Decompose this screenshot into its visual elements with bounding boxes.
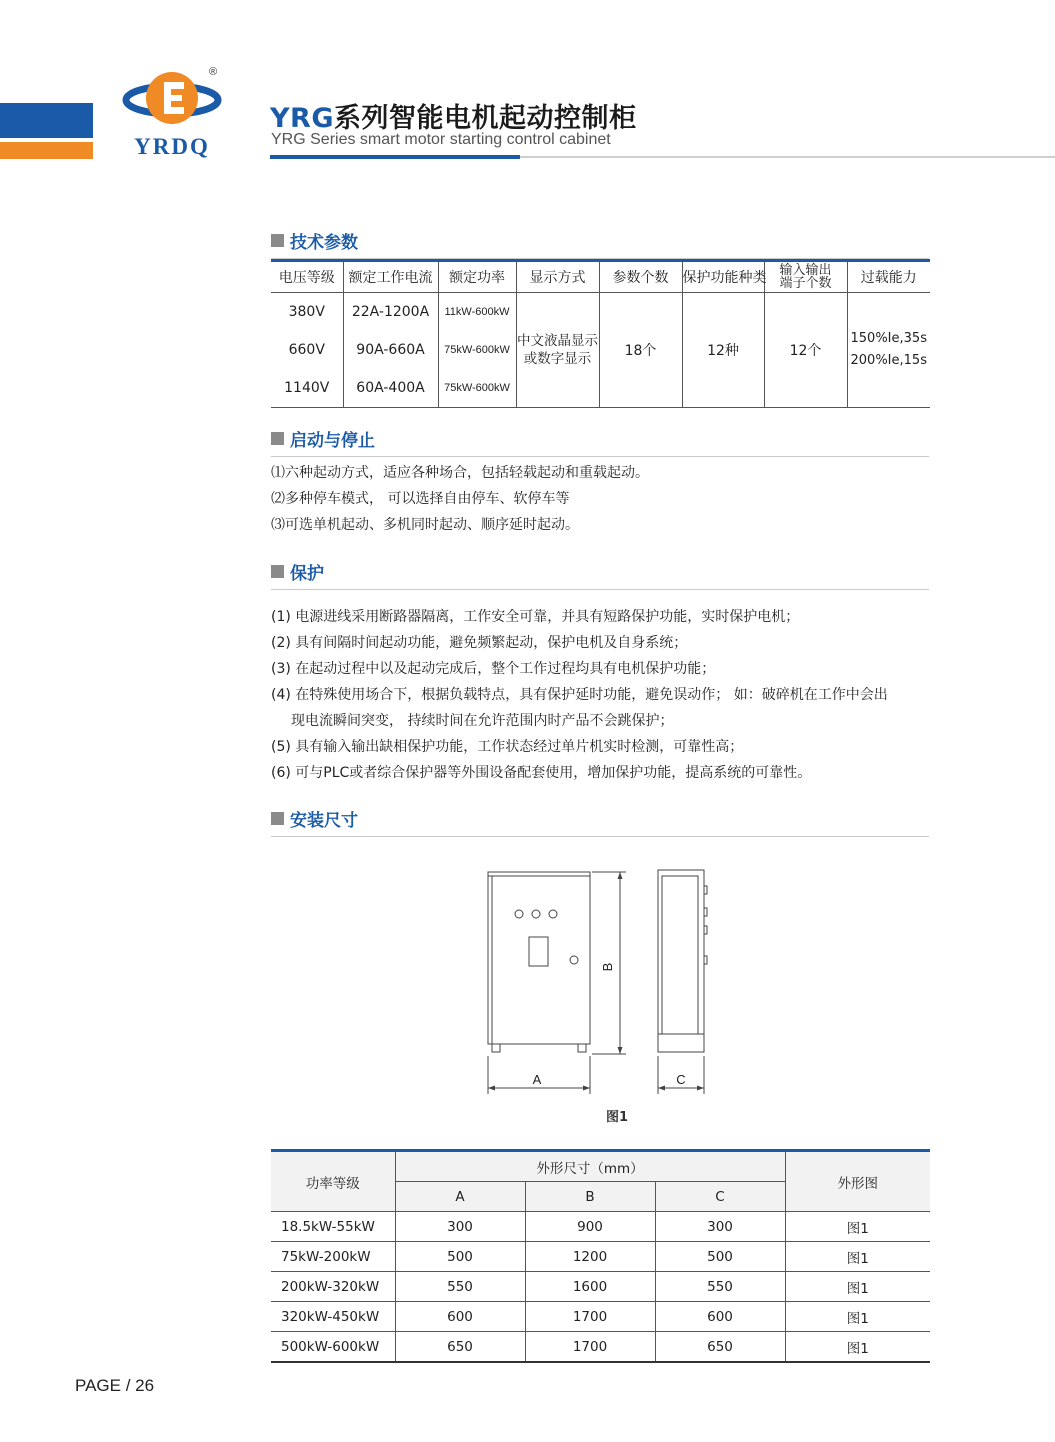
section-bullet [271, 565, 284, 578]
cell-power: 500kW-600kW [271, 1332, 395, 1363]
cell-display [516, 293, 599, 408]
indicator-lamp [515, 910, 523, 918]
cell-param-count: 18个 [599, 293, 682, 408]
cabinet-front [488, 872, 590, 1044]
table-row [271, 1242, 930, 1272]
logo-text: YRDQ [134, 134, 210, 159]
section-start-stop [271, 426, 929, 457]
table-row [271, 1272, 930, 1302]
table-row [271, 1302, 930, 1332]
protection-list [271, 604, 888, 786]
list-item: ⑴六种起动方式，适应各种场合，包括轻载起动和重载起动。 [271, 465, 649, 481]
dimension-table [271, 1149, 930, 1363]
spec-table [271, 259, 930, 408]
cell-c: 500 [655, 1242, 785, 1272]
dim-col-figure: 外形图 [785, 1151, 930, 1212]
page-number: PAGE / 26 [75, 1376, 155, 1395]
cell-current: 22A-1200A [343, 293, 438, 332]
list-item: (4) 在特殊使用场合下，根据负载特点，具有保护延时功能，避免误动作； 如：破碎机在工作中会出 [271, 687, 888, 703]
spec-col-overload: 过载能力 [847, 261, 930, 293]
spec-col-protect: 保护功能种类 [682, 261, 764, 293]
display-window [529, 937, 548, 966]
list-item-continuation: 现电流瞬间突变， 持续时间在允许范围内时产品不会跳保护； [291, 713, 674, 729]
cell-figure: 图1 [785, 1302, 930, 1332]
start-stop-list [271, 460, 649, 538]
list-item: (3) 在起动过程中以及起动完成后，整个工作过程均具有电机保护功能； [271, 661, 716, 677]
dim-col-a: A [395, 1182, 525, 1212]
cell-power: 75kW-200kW [271, 1242, 395, 1272]
cell-c: 600 [655, 1302, 785, 1332]
overload-line1: 150%Ie,35s [850, 331, 927, 346]
control-knob [570, 956, 578, 964]
cell-power: 18.5kW-55kW [271, 1212, 395, 1242]
cell-voltage: 1140V [271, 369, 343, 408]
section-title: 安装尺寸 [290, 811, 358, 831]
dim-header-row [271, 1151, 930, 1182]
list-item: ⑵多种停车模式， 可以选择自由停车、软停车等 [271, 491, 570, 507]
cell-figure: 图1 [785, 1272, 930, 1302]
header-rule-accent [270, 155, 520, 159]
dim-col-b: B [525, 1182, 655, 1212]
cell-figure: 图1 [785, 1212, 930, 1242]
list-item: (2) 具有间隔时间起动功能，避免频繁起动，保护电机及自身系统； [271, 635, 688, 651]
section-title: 保护 [290, 564, 324, 584]
title-prefix: YRG [270, 103, 335, 134]
cabinet-drawing [480, 862, 720, 1102]
cell-c: 650 [655, 1332, 785, 1363]
figure-caption: 图1 [606, 1110, 629, 1125]
cell-power: 75kW-600kW [438, 369, 516, 408]
cell-a: 600 [395, 1302, 525, 1332]
dim-col-size: 外形尺寸（mm） [395, 1151, 785, 1182]
dim-label-b: B [600, 962, 615, 972]
cell-b: 1600 [525, 1272, 655, 1302]
cell-c: 300 [655, 1212, 785, 1242]
indicator-lamp [549, 910, 557, 918]
section-title: 技术参数 [290, 233, 358, 253]
cell-power: 11kW-600kW [438, 293, 516, 332]
yrdq-logo [120, 62, 225, 162]
dim-col-power: 功率等级 [271, 1151, 395, 1212]
dim-col-c: C [655, 1182, 785, 1212]
page-title [270, 96, 637, 135]
list-item: (1) 电源进线采用断路器隔离，工作安全可靠，并具有短路保护功能，实时保护电机； [271, 609, 800, 625]
section-tech-params [271, 228, 929, 259]
display-line2: 或数字显示 [523, 351, 592, 367]
section-bullet [271, 234, 284, 247]
section-protection [271, 559, 929, 590]
header-blue-bar [0, 103, 93, 138]
spec-col-io [764, 261, 847, 293]
overload-line2: 200%Ie,15s [850, 353, 927, 368]
cell-a: 300 [395, 1212, 525, 1242]
spec-col-power: 额定功率 [438, 261, 516, 293]
dim-label-c: C [676, 1072, 686, 1087]
section-bullet [271, 812, 284, 825]
cell-b: 900 [525, 1212, 655, 1242]
spec-col-display: 显示方式 [516, 261, 599, 293]
list-item: (5) 具有输入输出缺相保护功能，工作状态经过单片机实时检测，可靠性高； [271, 739, 744, 755]
table-row [271, 1332, 930, 1363]
page-subtitle: YRG Series smart motor starting control cabinet [271, 131, 611, 148]
spec-col-params: 参数个数 [599, 261, 682, 293]
spec-col-current: 额定工作电流 [343, 261, 438, 293]
cell-overload [847, 293, 930, 408]
table-row [271, 1212, 930, 1242]
spec-col-io-line2: 端子个数 [779, 276, 832, 291]
spec-col-voltage: 电压等级 [271, 261, 343, 293]
section-install [271, 806, 929, 837]
header-orange-bar [0, 142, 93, 159]
cell-voltage: 660V [288, 342, 325, 358]
registered-mark: ® [209, 66, 218, 78]
cell-a: 500 [395, 1242, 525, 1272]
cell-figure: 图1 [785, 1242, 930, 1272]
title-rest: 系列智能电机起动控制柜 [334, 103, 637, 134]
section-bullet [271, 432, 284, 445]
cell-figure: 图1 [785, 1332, 930, 1363]
cell-a: 650 [395, 1332, 525, 1363]
cell-terminals: 12个 [764, 293, 847, 408]
cell-power: 200kW-320kW [271, 1272, 395, 1302]
list-item: (6) 可与PLC或者综合保护器等外围设备配套使用，增加保护功能，提高系统的可靠性。 [271, 765, 812, 781]
cell-current: 60A-400A [343, 369, 438, 408]
cell-c: 550 [655, 1272, 785, 1302]
table-row [271, 293, 930, 332]
spec-header-row [271, 261, 930, 293]
cell-a: 550 [395, 1272, 525, 1302]
list-item: ⑶可选单机起动、多机同时起动、顺序延时起动。 [271, 517, 579, 533]
cell-b: 1700 [525, 1302, 655, 1332]
spec-col-io-line1: 输入输出 [779, 263, 832, 278]
cell-b: 1200 [525, 1242, 655, 1272]
section-title: 启动与停止 [290, 431, 375, 451]
indicator-lamp [532, 910, 540, 918]
cell-voltage: 380V [288, 304, 325, 320]
cell-protect-types: 12种 [682, 293, 764, 408]
display-line1: 中文液晶显示 [517, 333, 598, 349]
cell-power: 75kW-600kW [438, 331, 516, 369]
cell-power: 320kW-450kW [271, 1302, 395, 1332]
cell-b: 1700 [525, 1332, 655, 1363]
dim-label-a: A [532, 1072, 542, 1087]
cell-current: 90A-660A [343, 331, 438, 369]
cabinet-side [658, 870, 704, 1052]
